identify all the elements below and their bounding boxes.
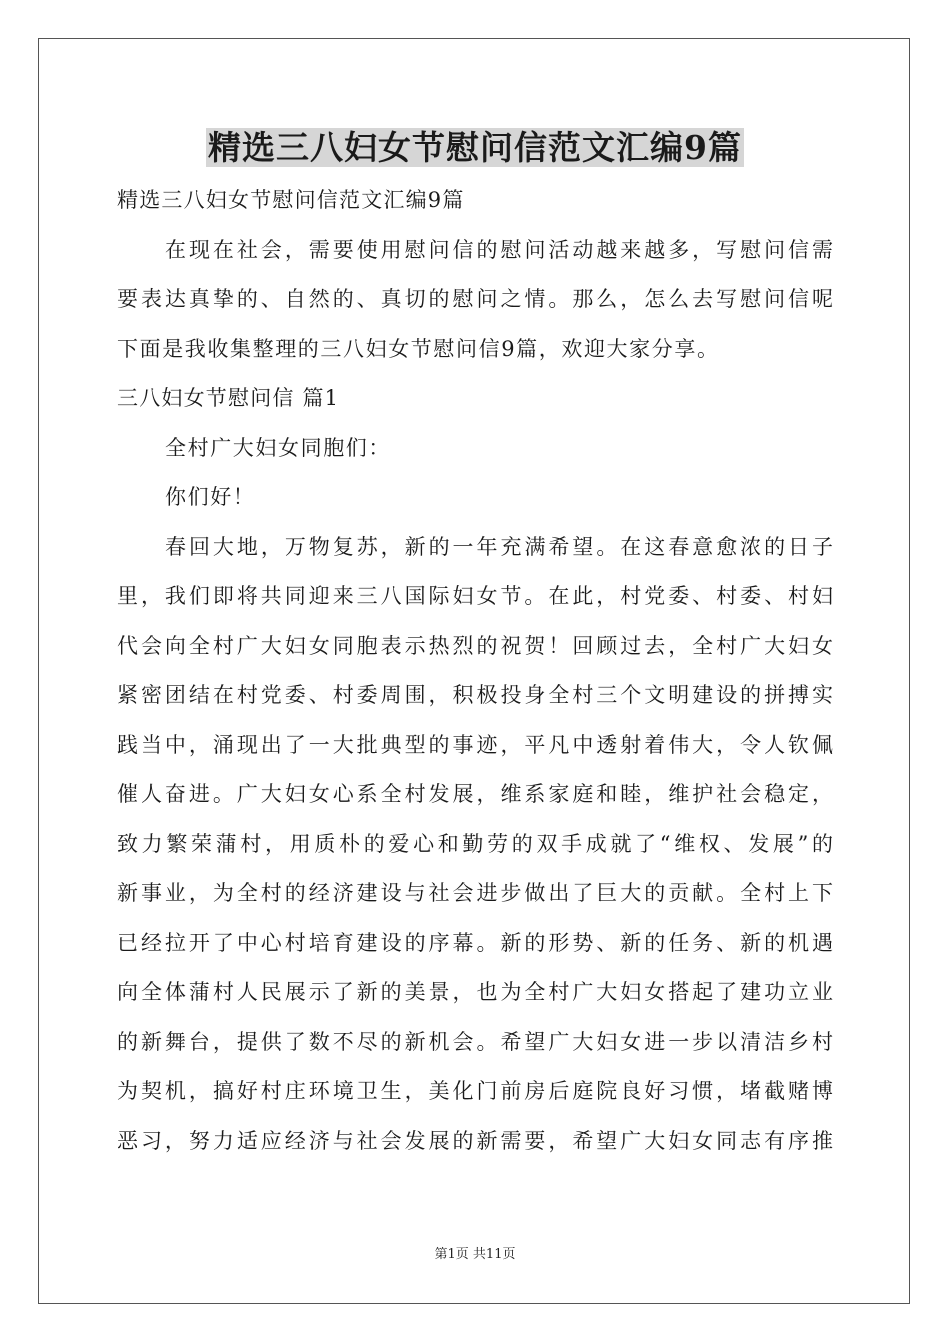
letter-body-line: 新事业，为全村的经济建设与社会进步做出了巨大的贡献。全村上下 [117, 881, 833, 905]
intro-paragraph-line: 要表达真挚的、自然的、真切的慰问之情。那么，怎么去写慰问信呢 [117, 287, 833, 311]
page-number-footer: 第1页 共11页 [434, 1247, 516, 1262]
letter-greeting: 你们好！ [165, 485, 256, 509]
letter-body-line: 恶习，努力适应经济与社会发展的新需要，希望广大妇女同志有序推 [117, 1128, 833, 1153]
letter-salutation: 全村广大妇女同胞们： [165, 435, 391, 460]
section-heading: 三八妇女节慰问信 篇1 [117, 386, 340, 410]
intro-paragraph-line: 在现在社会，需要使用慰问信的慰问活动越来越多，写慰问信需 [165, 237, 833, 262]
document-title-text: 精选三八妇女节慰问信范文汇编9篇 [208, 128, 742, 167]
letter-body-line: 已经拉开了中心村培育建设的序幕。新的形势、新的任务、新的机遇 [117, 930, 833, 955]
letter-body-line: 践当中，涌现出了一大批典型的事迹，平凡中透射着伟大，令人钦佩 [117, 732, 833, 757]
letter-body-line: 紧密团结在村党委、村委周围，积极投身全村三个文明建设的拼搏实 [117, 683, 833, 707]
letter-body-line: 里，我们即将共同迎来三八国际妇女节。在此，村党委、村委、村妇 [117, 584, 833, 608]
letter-body-line: 催人奋进。广大妇女心系全村发展，维系家庭和睦，维护社会稳定， [117, 782, 833, 806]
letter-body-line: 为契机，搞好村庄环境卫生，美化门前房后庭院良好习惯，堵截赌博 [117, 1079, 833, 1103]
letter-body-line: 的新舞台，提供了数不尽的新机会。希望广大妇女进一步以清洁乡村 [117, 1029, 833, 1054]
intro-paragraph-line: 下面是我收集整理的三八妇女节慰问信9篇，欢迎大家分享。 [117, 336, 720, 361]
document-subtitle: 精选三八妇女节慰问信范文汇编9篇 [117, 188, 465, 212]
letter-body-line: 向全体蒲村人民展示了新的美景，也为全村广大妇女搭起了建功立业 [117, 980, 833, 1004]
document-title [0, 124, 950, 172]
letter-body-line: 致力繁荣蒲村，用质朴的爱心和勤劳的双手成就了“维权、发展”的 [117, 831, 833, 856]
letter-body-line: 代会向全村广大妇女同胞表示热烈的祝贺！回顾过去，全村广大妇女 [117, 633, 833, 658]
document-body [117, 176, 833, 1166]
letter-body-line: 春回大地，万物复苏，新的一年充满希望。在这春意愈浓的日子 [165, 534, 833, 559]
